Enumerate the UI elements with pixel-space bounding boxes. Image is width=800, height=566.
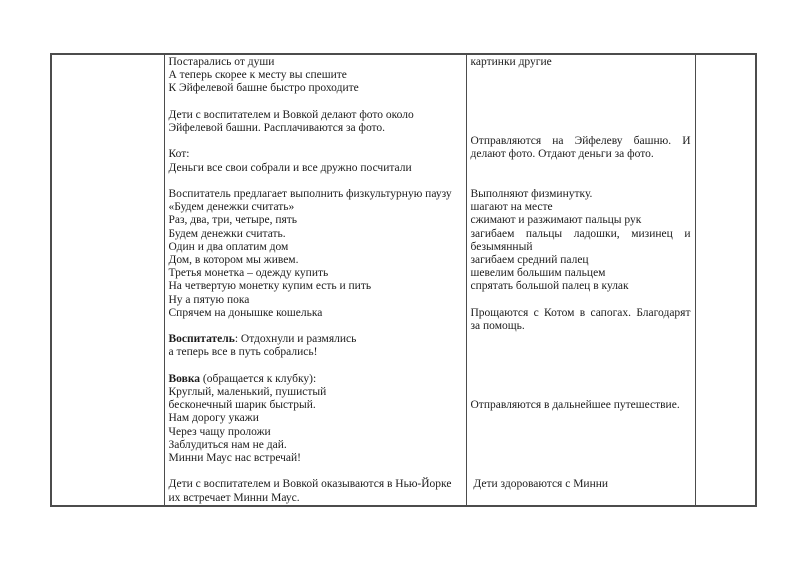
script-line: На четвертую монетку купим есть и пить [168,280,372,293]
script-line: Кот: [168,148,190,161]
script-line: А теперь скорее к месту вы спешите [168,69,347,82]
action-line [471,162,691,175]
action-line [471,425,691,438]
script-line: Эйфелевой башни. Расплачиваются за фото. [168,122,386,134]
script-line: Круглый, маленький, пушистый [168,386,327,398]
action-line: за помощь. [470,319,525,332]
action-line [471,439,691,452]
script-line: К Эйфелевой башне быстро проходите [168,82,359,95]
action-line [471,346,691,359]
action-line [471,333,691,346]
actions-column [471,56,691,491]
script-line: Нам дорогу укажи [168,412,259,425]
script-column [169,56,462,505]
action-line [471,69,691,82]
script-line: а теперь все в путь собрались! [168,346,318,359]
action-line [471,122,691,135]
script-line: Постарались от души [168,56,275,68]
script-line [169,320,462,333]
action-line: делают фото. Отдают деньги за фото. [470,148,654,161]
action-line [471,175,691,188]
script-line: Спрячем на донышке кошелька [168,306,323,319]
script-line: Будем денежки считать. [168,227,286,240]
action-line: сжимают и разжимают пальцы рук [470,214,642,227]
action-line: Выполняют физминутку. [470,187,593,200]
script-line: Воспитатель предлагает выполнить физкультурную паузу [168,187,452,200]
action-line [471,360,691,373]
actions-cell [466,54,695,506]
action-line: шевелим большим пальцем [470,267,606,280]
script-line [169,135,462,148]
action-line [471,109,691,122]
action-line [471,465,691,478]
action-line: Отправляются в дальнейшее путешествие. [470,399,680,412]
script-line: Дети с воспитателем и Вовкой делают фото около [168,108,414,121]
script-line: Через чащу проложи [168,425,271,438]
script-line: Заблудиться нам не дай. [168,438,287,451]
script-line: их встречает Минни Маус. [168,491,300,504]
action-line: Дети здороваются с Минни [470,478,609,491]
action-line [471,452,691,465]
action-line: Прощаются с Котом в сапогах. Благодарят [470,306,691,319]
script-cell [164,54,466,506]
action-line [471,82,691,95]
script-line: бесконечный шарик быстрый. [168,399,316,412]
script-line: Один и два оплатим дом [168,240,289,253]
action-line: безымянный [470,240,533,253]
script-line: Дом, в котором мы живем. [168,254,299,266]
script-line: Ну а пятую пока [168,293,250,306]
action-line [471,96,691,109]
script-line [169,465,462,478]
script-line [169,360,462,373]
action-line: загибаем пальцы ладошки, мизинец и [470,227,691,240]
empty-cell-left [51,54,164,506]
script-line [169,175,462,188]
script-line [169,96,462,109]
action-line: картинки другие [470,56,552,68]
script-line: Воспитатель: Отдохнули и размялись [168,333,357,346]
script-line: Раз, два, три, четыре, пять [168,214,298,227]
action-line: спрятать большой палец в кулак [470,280,629,293]
script-line: Дети с воспитателем и Вовкой оказываются в Нью-Йорке [168,478,452,491]
table-row [51,54,756,506]
action-line: шагают на месте [470,201,553,214]
lesson-plan-table [50,53,757,507]
script-line: Деньги все свои собрали и все дружно посчитали [168,161,412,174]
action-line: Отправляются на Эйфелеву башню. И [470,135,691,148]
script-line: Третья монетка – одежду купить [168,267,329,280]
action-line [471,386,691,399]
action-line: загибаем средний палец [470,253,589,266]
empty-cell-right [695,54,756,506]
action-line [471,373,691,386]
action-line [471,294,691,307]
script-line: Вовка (обращается к клубку): [168,372,317,385]
script-line: Минни Маус нас встречай! [168,452,302,465]
action-line [471,412,691,425]
script-line: «Будем денежки считать» [168,201,295,214]
